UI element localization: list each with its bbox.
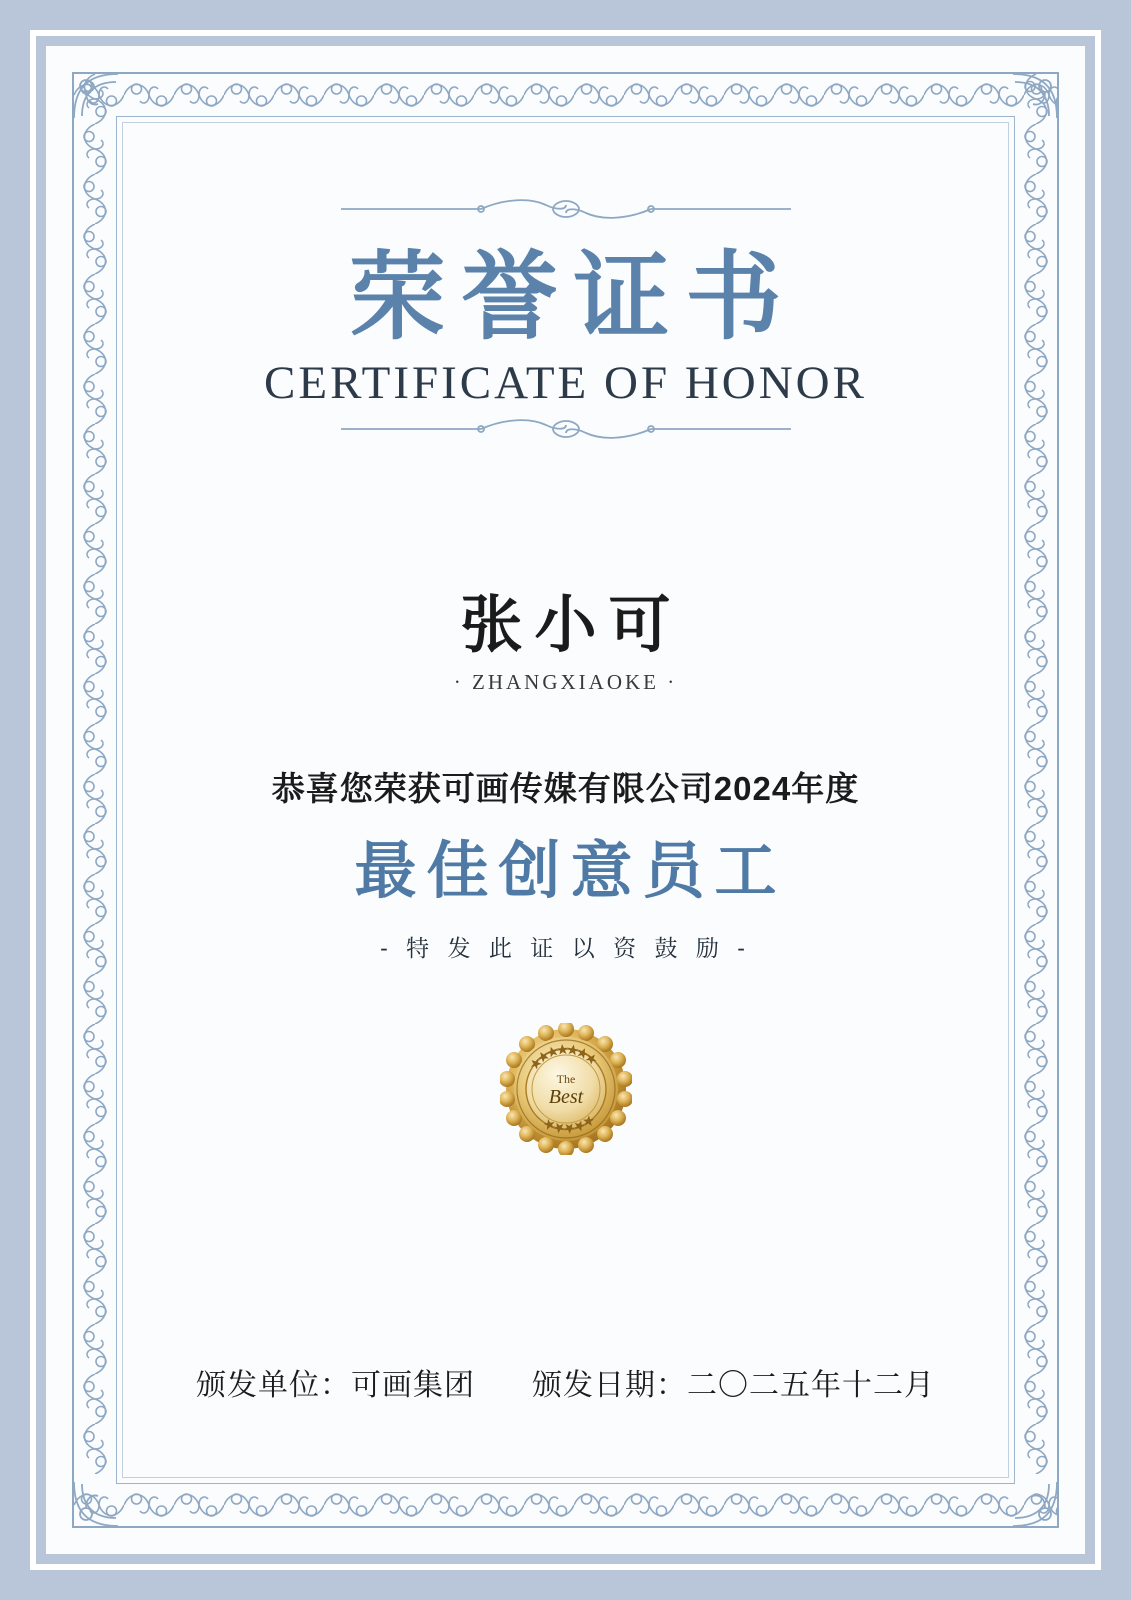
flourish-divider-top bbox=[331, 196, 801, 222]
border-band-right bbox=[1015, 74, 1057, 1526]
corner-ornament-bottom-right bbox=[1009, 1478, 1061, 1530]
issue-date-value: 二〇二五年十二月 bbox=[687, 1369, 935, 1402]
border-band-left bbox=[74, 74, 116, 1526]
filigree-pattern-top bbox=[74, 77, 1057, 113]
filigree-pattern-left bbox=[77, 74, 113, 1474]
issuer-value: 可画集团 bbox=[351, 1369, 475, 1402]
recipient-name-pinyin: · ZHANGXIAOKE · bbox=[453, 669, 678, 694]
certificate-paper bbox=[46, 46, 1085, 1554]
certificate-content bbox=[136, 196, 995, 1155]
white-border-ring bbox=[30, 30, 1101, 1570]
seal-main-text: Best bbox=[548, 1085, 583, 1108]
gold-award-seal-icon bbox=[500, 1023, 632, 1155]
award-note: - 特 发 此 证 以 资 鼓 励 - bbox=[380, 934, 751, 961]
corner-ornament-bottom-left bbox=[70, 1478, 122, 1530]
filigree-pattern-right bbox=[1018, 74, 1054, 1474]
award-title: 最佳创意员工 bbox=[354, 837, 787, 906]
flourish-divider-bottom bbox=[331, 416, 801, 442]
issue-date-label: 颁发日期： bbox=[532, 1369, 687, 1402]
border-band-bottom bbox=[74, 1484, 1057, 1526]
seal-container bbox=[136, 1023, 995, 1155]
filigree-pattern-bottom bbox=[74, 1487, 1057, 1523]
seal-top-text: The bbox=[556, 1071, 575, 1086]
corner-ornament-top-left bbox=[70, 70, 122, 122]
issuer-block bbox=[196, 1360, 475, 1404]
page-title: 荣誉证书 bbox=[349, 244, 798, 351]
border-band-top bbox=[74, 74, 1057, 116]
recipient-name: 张小可 bbox=[460, 590, 683, 660]
page-subtitle-english: CERTIFICATE OF HONOR bbox=[264, 356, 867, 409]
issuer-label: 颁发单位： bbox=[196, 1369, 351, 1402]
certificate-footer bbox=[196, 1360, 935, 1404]
corner-ornament-top-right bbox=[1009, 70, 1061, 122]
issue-date-block bbox=[532, 1360, 935, 1404]
congratulation-line: 恭喜您荣获可画传媒有限公司2024年度 bbox=[271, 769, 860, 807]
